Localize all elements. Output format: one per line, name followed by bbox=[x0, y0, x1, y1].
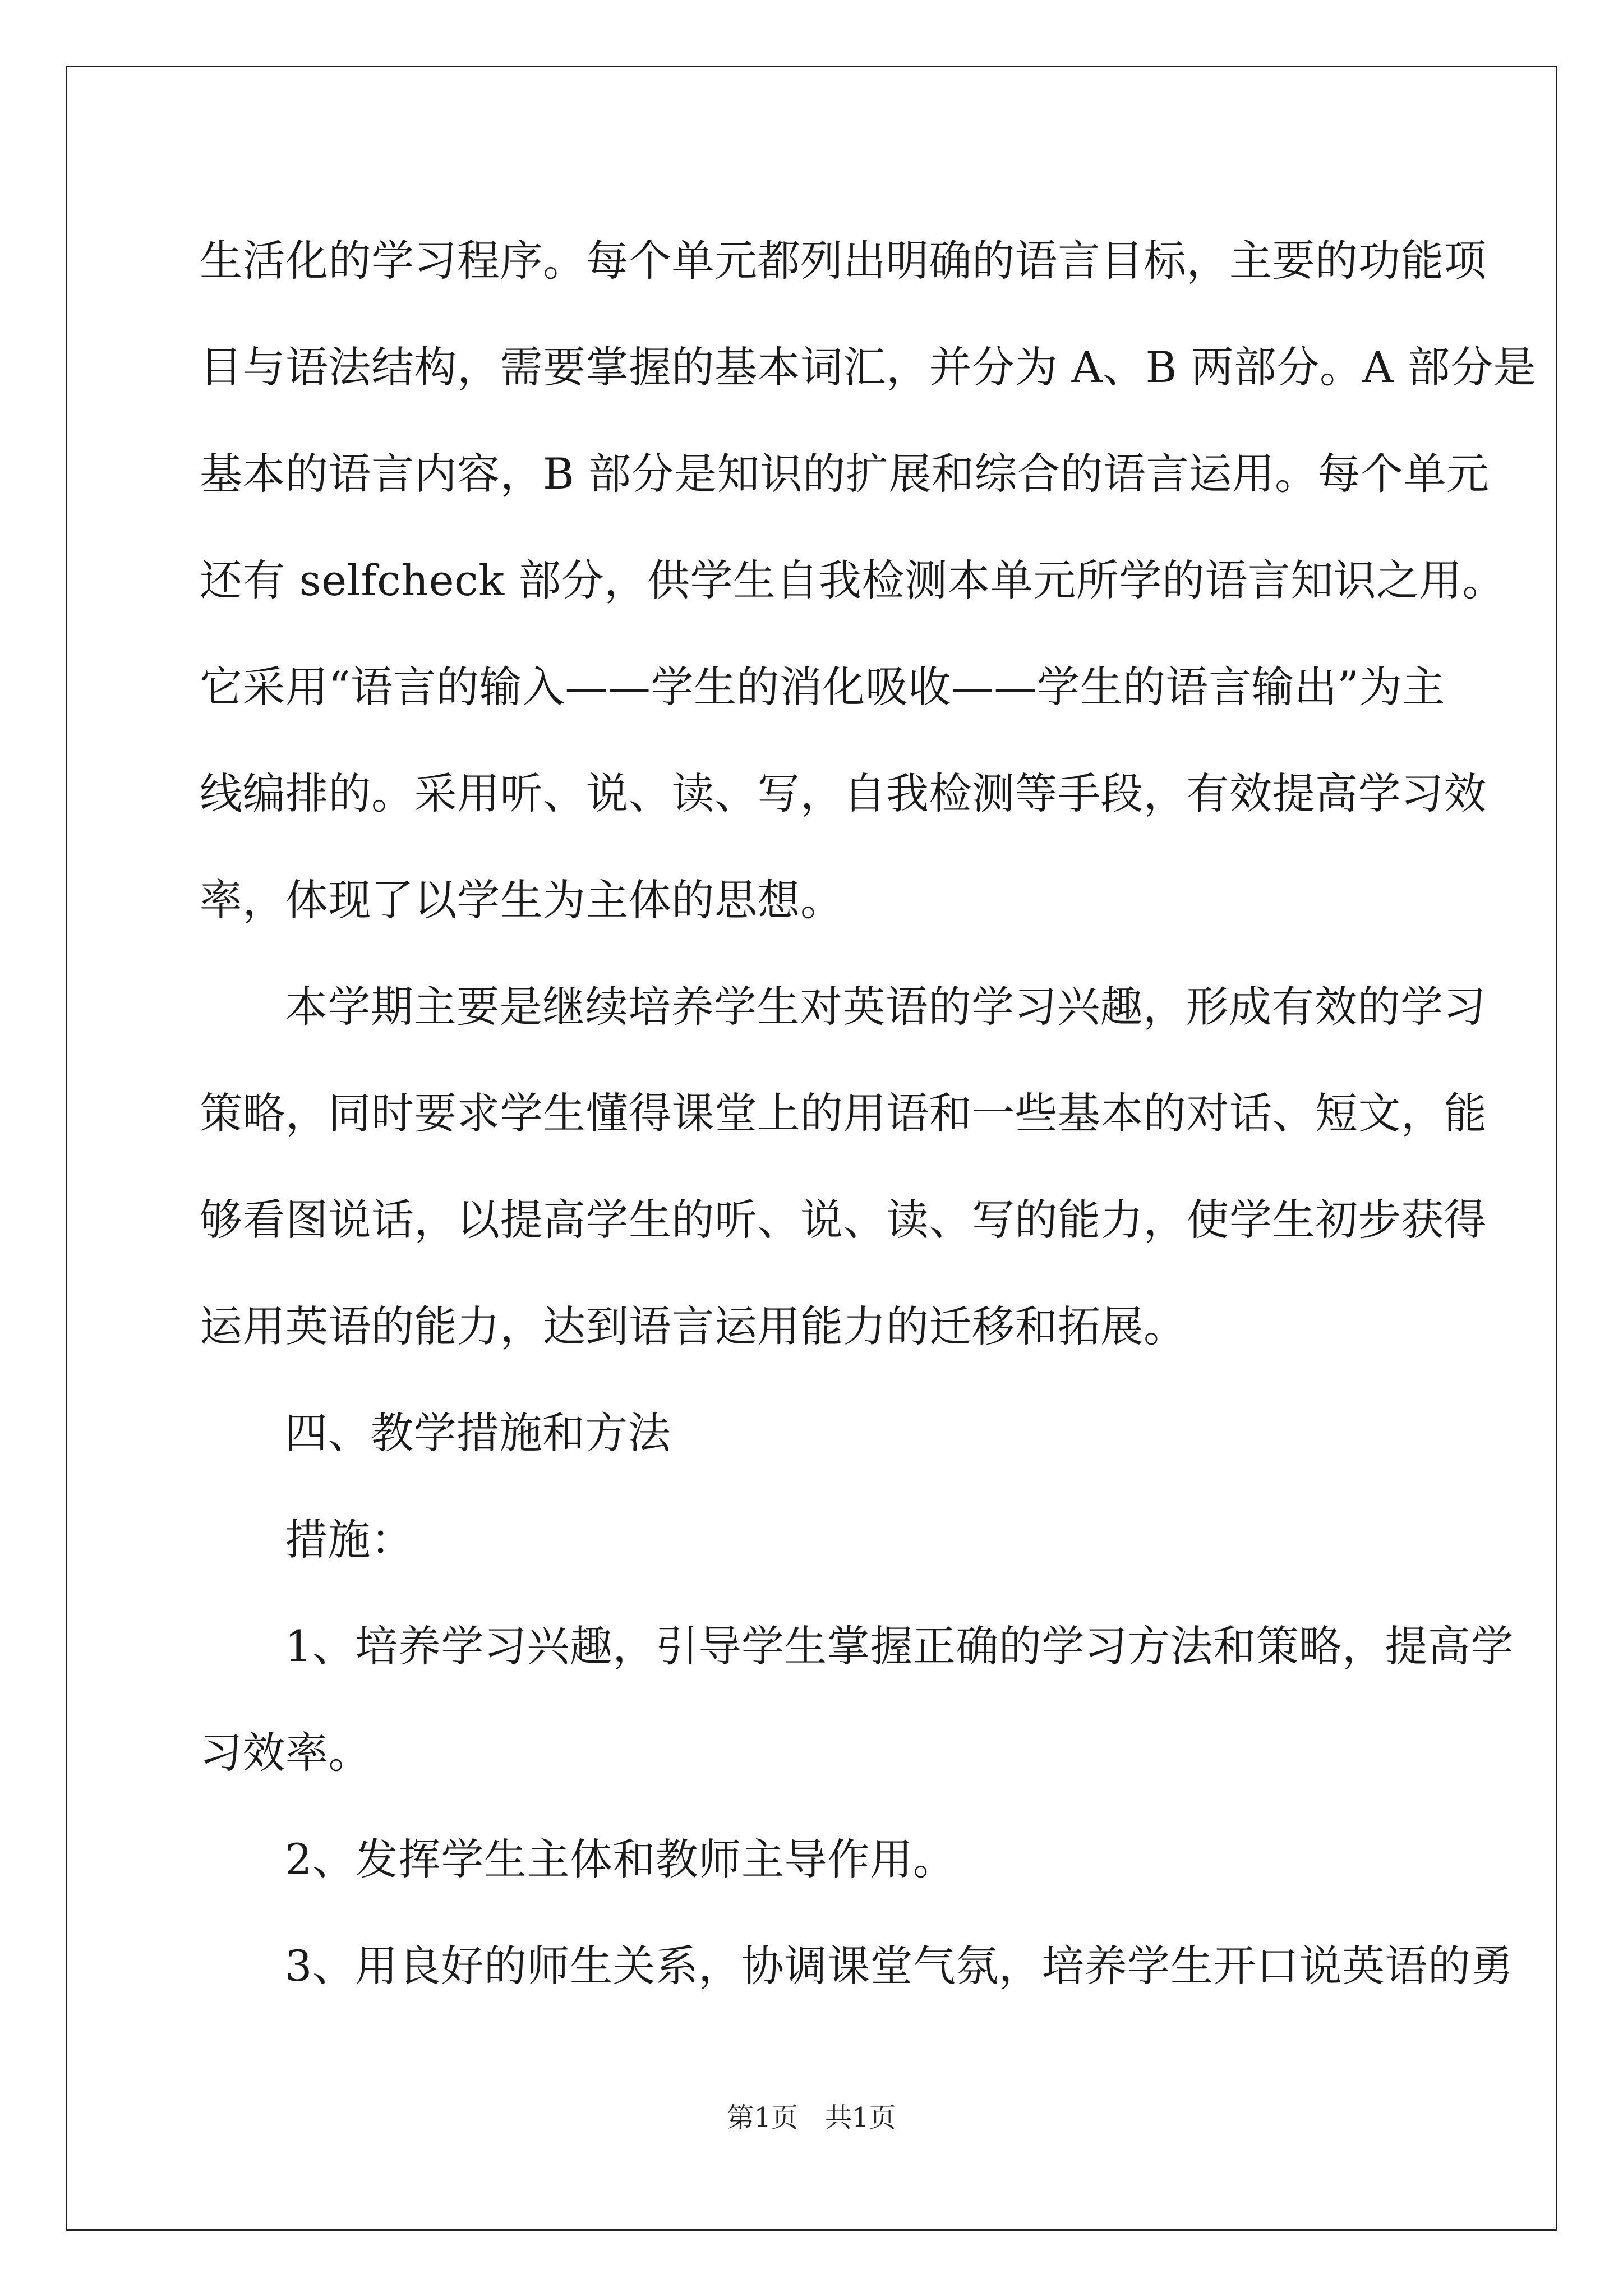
page-footer: 第1页 共1页 bbox=[727, 2102, 896, 2133]
text-line: 还有 selfcheck 部分，供学生自我检测本单元所学的语言知识之用。 bbox=[200, 555, 1505, 605]
text-line: 线编排的。采用听、说、读、写，自我检测等手段，有效提高学习效 bbox=[200, 769, 1487, 818]
text-line: 四、教学措施和方法 bbox=[285, 1408, 671, 1458]
text-line: 率，体现了以学生为主体的思想。 bbox=[200, 875, 843, 925]
text-line: 运用英语的能力，达到语言运用能力的迁移和拓展。 bbox=[200, 1301, 1187, 1351]
document-body bbox=[200, 208, 1537, 2019]
text-line: 习效率。 bbox=[200, 1728, 371, 1778]
text-line: 措施： bbox=[285, 1515, 414, 1565]
text-line: 3、用良好的师生关系，协调课堂气氛，培养学生开口说英语的勇 bbox=[285, 1941, 1514, 1991]
text-line: 够看图说话，以提高学生的听、说、读、写的能力，使学生初步获得 bbox=[200, 1195, 1487, 1245]
text-line: 1、培养学习兴趣，引导学生掌握正确的学习方法和策略，提高学 bbox=[285, 1621, 1514, 1671]
text-line: 2、发挥学生主体和教师主导作用。 bbox=[285, 1834, 956, 1884]
text-line: 生活化的学习程序。每个单元都列出明确的语言目标，主要的功能项 bbox=[200, 236, 1487, 286]
text-line: 目与语法结构，需要掌握的基本词汇，并分为 A、B 两部分。A 部分是 bbox=[200, 342, 1537, 392]
text-line: 基本的语言内容，B 部分是知识的扩展和综合的语言运用。每个单元 bbox=[200, 449, 1490, 499]
text-line: 本学期主要是继续培养学生对英语的学习兴趣，形成有效的学习 bbox=[285, 982, 1486, 1032]
text-line: 策略，同时要求学生懂得课堂上的用语和一些基本的对话、短文，能 bbox=[200, 1088, 1487, 1138]
text-line: 它采用“语言的输入——学生的消化吸收——学生的语言输出”为主 bbox=[200, 662, 1445, 712]
